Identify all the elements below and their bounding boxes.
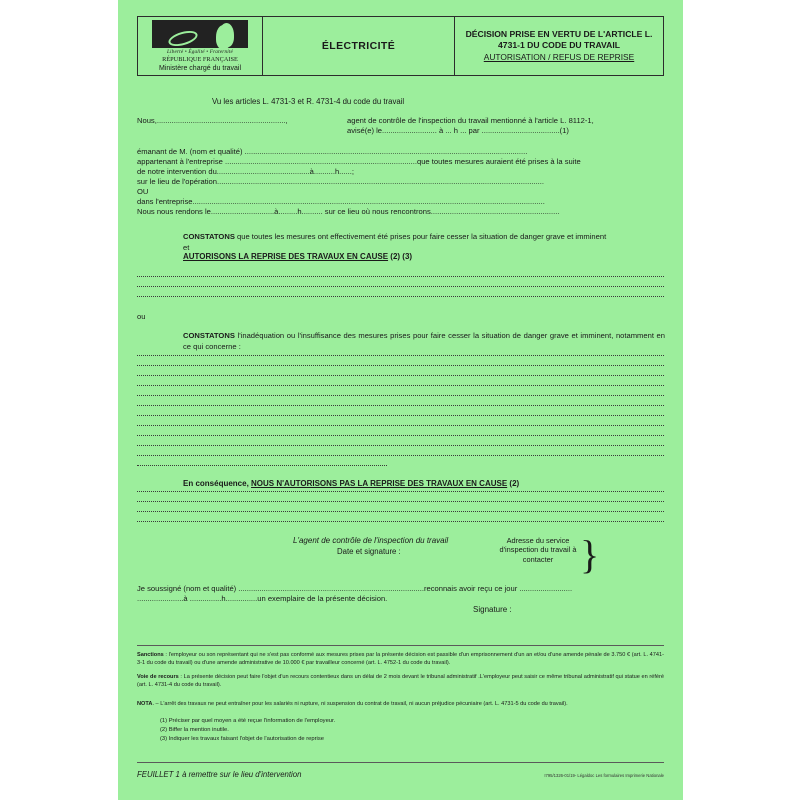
refus-reprise-keyword: NOUS N'AUTORISONS PAS LA REPRISE DES TRAVAUX EN CAUSE	[251, 479, 508, 488]
je-soussigne-line-2[interactable]: ......................à ...............h...............un exemplaire de la présente décision.	[137, 594, 388, 603]
constatons-2-keyword: CONSTATONS	[183, 331, 235, 340]
dotted-rule[interactable]	[137, 511, 664, 512]
dotted-rule[interactable]	[137, 375, 664, 376]
dotted-rule[interactable]	[137, 445, 664, 446]
dotted-rule[interactable]	[137, 385, 664, 386]
ministry-name: Ministère chargé du travail	[158, 65, 242, 72]
avise-field-line[interactable]: avisé(e) le.......................... à ... h ... par .....................................(1)	[347, 126, 569, 135]
nota-paragraph	[137, 700, 664, 708]
dotted-rule[interactable]	[137, 491, 664, 492]
dotted-rule[interactable]	[137, 435, 664, 436]
feuillet-note: FEUILLET 1 à remettre sur le lieu d'intervention	[137, 770, 302, 779]
footer-divider	[137, 645, 664, 646]
refus-reprise-ref: (2)	[507, 479, 520, 488]
decision-title: DÉCISION PRISE EN VERTU DE L'ARTICLE L. 4731-1 DU CODE DU TRAVAIL	[465, 29, 653, 50]
sanctions-paragraph	[137, 651, 664, 667]
autorisons-keyword: AUTORISONS LA REPRISE DES TRAVAUX EN CAUSE	[183, 252, 389, 261]
republic-motto: Liberté • Égalité • Fraternité	[166, 49, 234, 55]
header-row	[138, 17, 664, 76]
dotted-rule-short[interactable]	[137, 465, 387, 466]
dotted-rule[interactable]	[137, 501, 664, 502]
form-subject-title: ÉLECTRICITÉ	[321, 40, 396, 52]
header-cell-decision	[455, 17, 664, 76]
bottom-divider	[137, 762, 664, 763]
curly-brace-icon: }	[580, 532, 600, 577]
dotted-rule[interactable]	[137, 455, 664, 456]
header-table	[137, 16, 664, 76]
dans-entreprise-field-line[interactable]: dans l'entreprise.......................................................................................................................................................................	[137, 197, 545, 206]
constatons-1-keyword: CONSTATONS	[183, 232, 235, 241]
dotted-rule[interactable]	[137, 521, 664, 522]
dotted-rule[interactable]	[137, 296, 664, 297]
form-page	[118, 0, 683, 800]
recours-text: : La présente décision peut faire l'objet d'un recours contentieux dans un délai de 2 mois devant le tribunal administratif .L'employeur peut saisir ce même tribunal administratif qui statue en référé (art. L. 4731-4 du code du travail).	[137, 674, 664, 688]
nota-label: NOTA	[137, 701, 153, 707]
footnote-2: (2) Biffer la mention inutile.	[160, 727, 229, 733]
marianne-emblem-icon	[152, 20, 248, 48]
entreprise-field-line[interactable]: appartenant à l'entreprise ...........................................................................................que toutes mesures auraient été prises à la suite	[137, 157, 581, 166]
sanctions-label: Sanctions	[137, 652, 164, 658]
lieu-operation-field-line[interactable]: sur le lieu de l'opération...........................................................................................................................................................	[137, 177, 544, 186]
autorisons-reprise-statement[interactable]	[183, 252, 412, 262]
dotted-rule[interactable]	[137, 365, 664, 366]
recours-paragraph	[137, 673, 664, 689]
nota-text: . – L'arrêt des travaux ne peut entraîner pour les salariés ni rupture, ni suspension du contrat de travail, ni aucun préjudice pécuniaire (art. L. 4731-5 du code du travail).	[152, 701, 568, 707]
header-cell-subject	[263, 17, 455, 76]
constatons-1-text: que toutes les mesures ont effectivement été prises pour faire cesser la situation de danger grave et imminent	[234, 232, 607, 241]
decision-subtitle: AUTORISATION / REFUS DE REPRISE	[483, 52, 635, 62]
ou-separator-upper: OU	[137, 187, 149, 196]
dotted-rule[interactable]	[137, 405, 664, 406]
form-inner	[118, 0, 683, 800]
constatons-2-paragraph	[183, 330, 665, 352]
recours-label: Voie de recours	[137, 674, 179, 680]
agent-title-line: agent de contrôle de l'inspection du travail mentionné à l'article L. 8112-1,	[347, 116, 594, 125]
republic-name: RÉPUBLIQUE FRANÇAISE	[162, 56, 238, 63]
date-signature-label[interactable]: Date et signature :	[337, 547, 401, 556]
sanctions-text: : l'employeur ou son représentant qui ne s'est pas conformé aux mesures prises par la présente décision est passible d'un emprisonnement d'un an et/ou d'une amende pénale de 3.750 € (art. L. 4741-3-1 du code du travail) ou d'une amende administrative de 10.000 € par travailleur concerné (art. L. 4752-1 du code du travail).	[137, 652, 664, 666]
en-consequence-statement[interactable]	[183, 479, 519, 489]
constatons-1-et: et	[183, 242, 190, 252]
service-address-label: Adresse du service d'inspection du travail à contacter	[499, 536, 577, 564]
dotted-rule[interactable]	[137, 395, 664, 396]
intervention-field-line[interactable]: de notre intervention du............................................à..........h......;	[137, 167, 354, 176]
je-soussigne-line-1[interactable]: Je soussigné (nom et qualité) ........................................................................................reconnais avoir reçu ce jour .........................	[137, 584, 573, 593]
dotted-rule[interactable]	[137, 355, 664, 356]
legal-reference-line: Vu les articles L. 4731-3 et R. 4731-4 du code du travail	[212, 97, 405, 106]
dotted-rule[interactable]	[137, 286, 664, 287]
header-cell-logo	[138, 17, 263, 76]
dotted-rule[interactable]	[137, 415, 664, 416]
autorisons-refs: (2) (3)	[388, 252, 413, 261]
nous-field-line[interactable]: Nous,.............................................................,	[137, 116, 288, 125]
emanant-field-line[interactable]: émanant de M. (nom et qualité) ......................................................................................................................................	[137, 147, 528, 156]
nous-rendons-field-line[interactable]: Nous nous rendons le..............................à.........h.......... sur ce lieu où nous rencontrons.............................................................	[137, 207, 560, 216]
agent-signature-label: L'agent de contrôle de l'inspection du travail	[293, 536, 449, 545]
footnote-3: (3) Indiquer les travaux faisant l'objet de l'autorisation de reprise	[160, 736, 324, 742]
footnote-1: (1) Préciser par quel moyen a été reçue l'information de l'employeur.	[160, 718, 336, 724]
recipient-signature-label[interactable]: Signature :	[473, 605, 512, 614]
imprimerie-reference: I795/1326-01/19- Légaldoc Les formulaires Imprimerie Nationale	[544, 773, 664, 778]
constatons-1-paragraph	[183, 232, 665, 253]
dotted-rule[interactable]	[137, 425, 664, 426]
en-consequence-prefix: En conséquence,	[183, 479, 252, 488]
ou-separator-lower: ou	[137, 312, 146, 321]
dotted-rule[interactable]	[137, 276, 664, 277]
constatons-2-text: l'inadéquation ou l'insuffisance des mesures prises pour faire cesser la situation de danger grave et imminent, notamment en ce qui concerne :	[183, 331, 665, 351]
